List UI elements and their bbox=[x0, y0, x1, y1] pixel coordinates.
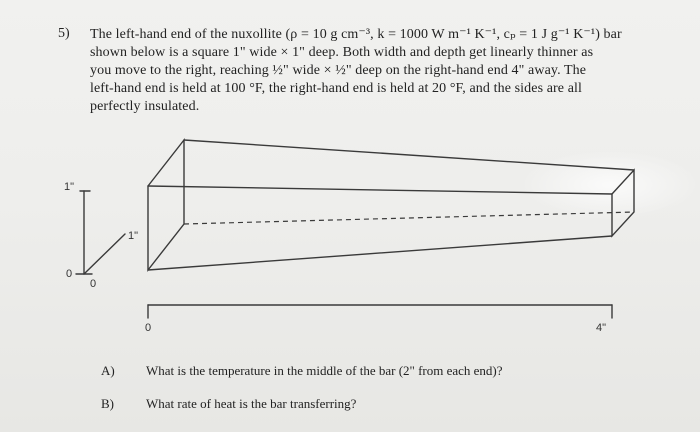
problem-line-2: shown below is a square 1" wide × 1" deep. Both width and depth get linearly thinner as bbox=[90, 45, 594, 60]
height-label: 1" bbox=[64, 181, 75, 193]
problem-line-4: left-hand end is held at 100 °F, the right-hand end is held at 20 °F, and the sides are all bbox=[90, 81, 582, 96]
bar-bottom-front-edge bbox=[148, 236, 612, 270]
bar-right-face bbox=[612, 170, 634, 236]
ruler-start-label: 0 bbox=[145, 322, 152, 334]
z-axis bbox=[84, 234, 125, 274]
depth-label: 1" bbox=[128, 230, 139, 242]
bar-hidden-back-bottom-edge bbox=[184, 212, 634, 224]
problem-line-1: The left-hand end of the nuxollite (ρ = 10 g cm⁻³, k = 1000 W m⁻¹ K⁻¹, cₚ = 1 J g⁻¹ K⁻¹) bar bbox=[90, 27, 622, 42]
bar-left-face bbox=[148, 140, 184, 270]
bar-top-front-edge bbox=[148, 186, 612, 194]
bar-top-back-edge bbox=[184, 140, 634, 170]
origin-x-label: 0 bbox=[90, 278, 97, 290]
problem-number: 5) bbox=[58, 26, 70, 41]
problem-line-5: perfectly insulated. bbox=[90, 99, 200, 114]
ruler-end-label: 4" bbox=[596, 322, 607, 334]
question-a-label: A) bbox=[101, 363, 115, 378]
origin-y-label: 0 bbox=[66, 268, 73, 280]
question-b-label: B) bbox=[101, 396, 114, 411]
question-b-text: What rate of heat is the bar transferring? bbox=[146, 396, 357, 411]
question-a-text: What is the temperature in the middle of the bar (2" from each end)? bbox=[146, 363, 503, 378]
problem-line-3: you move to the right, reaching ½" wide × ½" deep on the right-hand end 4" away. The bbox=[90, 63, 587, 78]
